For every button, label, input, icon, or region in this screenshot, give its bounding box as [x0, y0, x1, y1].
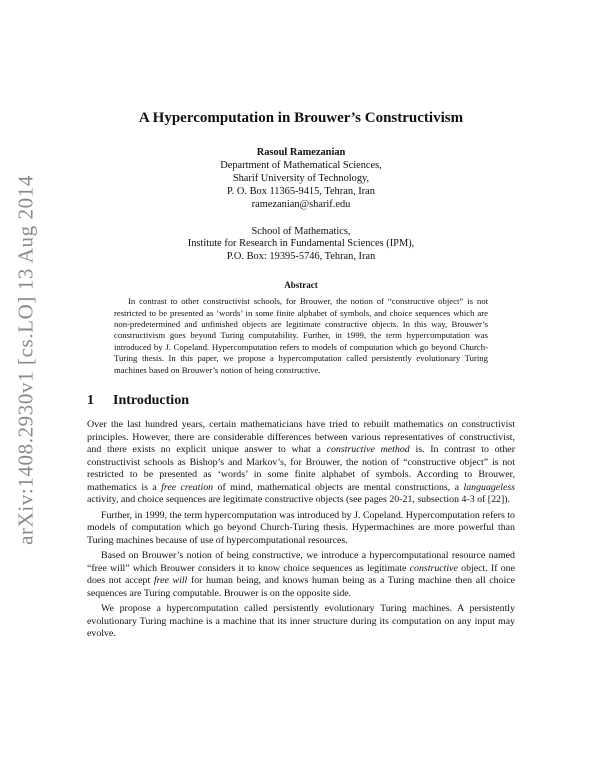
- paragraph-1: Over the last hundred years, certain mathematicians have tried to rebuilt mathematics on constructivist principles. However, there are considerable differences between various representatives of constructivist, and there exists no explicit unique answer to what a constructive method is. In contrast to other constructivist schools as Bishop’s and Markov’s, for Brouwer, the notion of “constructive object” is not restricted to be presented as ‘words’ in some finite alphabet of symbols. According to Brouwer, mathematics is a free creation of mind, mathematical objects are mental constructions, a languageless activity, and choice sequences are legitimate constructive objects (see pages 20-21, subsection 4-3 of [22]).: [87, 419, 516, 506]
- arxiv-sidebar-stamp: [10, 150, 42, 570]
- abstract-text: In contrast to other constructivist schools, for Brouwer, the notion of “constructive object” is not restricted to be presented as ‘words’ in some finite alphabet of symbols, and choice sequences which are non-predetermined and unfinished objects are legitimate constructive objects. In this way, Brouwer’s constructivism goes beyond Turing computability. Further, in 1999, the term hypercomputation was introduced by J. Copeland. Hypercomputation refers to models of computation which go beyond Church-Turing thesis. In this paper, we propose a hypercomputation called persistently evolutionary Turing machines based on Brouwer’s notion of being constructive.: [114, 296, 488, 375]
- paper-title: A Hypercomputation in Brouwer’s Constructivism: [138, 110, 464, 126]
- section-title: Introduction: [113, 393, 189, 409]
- affiliation-line: School of Mathematics,: [251, 225, 351, 237]
- section-number: 1: [87, 393, 94, 409]
- affiliation-line: P. O. Box 11365-9415, Tehran, Iran: [227, 185, 375, 197]
- author-name: Rasoul Ramezanian: [256, 147, 346, 158]
- affiliation-line: P.O. Box: 19395-5746, Tehran, Iran: [226, 251, 376, 263]
- paper-page: [87, 110, 515, 644]
- author-email: ramezanian@sharif.edu: [251, 198, 351, 210]
- affiliation-line: Department of Mathematical Sciences,: [220, 159, 382, 171]
- section-heading: [87, 393, 515, 409]
- arxiv-id: arXiv:1408.2930v1 [cs.LO] 13 Aug 2014: [13, 175, 38, 545]
- affiliation-line: Institute for Research in Fundamental Sciences (IPM),: [187, 238, 415, 250]
- paragraph-3: Based on Brouwer’s notion of being constructive, we introduce a hypercomputational resource named “free will” which Brouwer considers it to know choice sequences as legitimate constructive object. If one does not accept free will for human being, and knows human being as a Turing machine then all choice sequences are Turing computable. Brouwer is on the opposite side.: [87, 550, 515, 599]
- abstract-heading: Abstract: [284, 280, 318, 291]
- paragraph-2: Further, in 1999, the term hypercomputation was introduced by J. Copeland. Hypercomputation refers to models of computation which go beyond Church-Turing thesis. Hypermachines are more powerful than Turing machines because of use of hypercomputational resources.: [87, 509, 515, 546]
- author-block: [87, 147, 515, 264]
- paragraph-4: We propose a hypercomputation called persistently evolutionary Turing machines. A persistently evolutionary Turing machine is a machine that its inner structure during its computation on any input may evolve.: [87, 603, 515, 640]
- affiliation-line: Sharif University of Technology,: [232, 172, 370, 184]
